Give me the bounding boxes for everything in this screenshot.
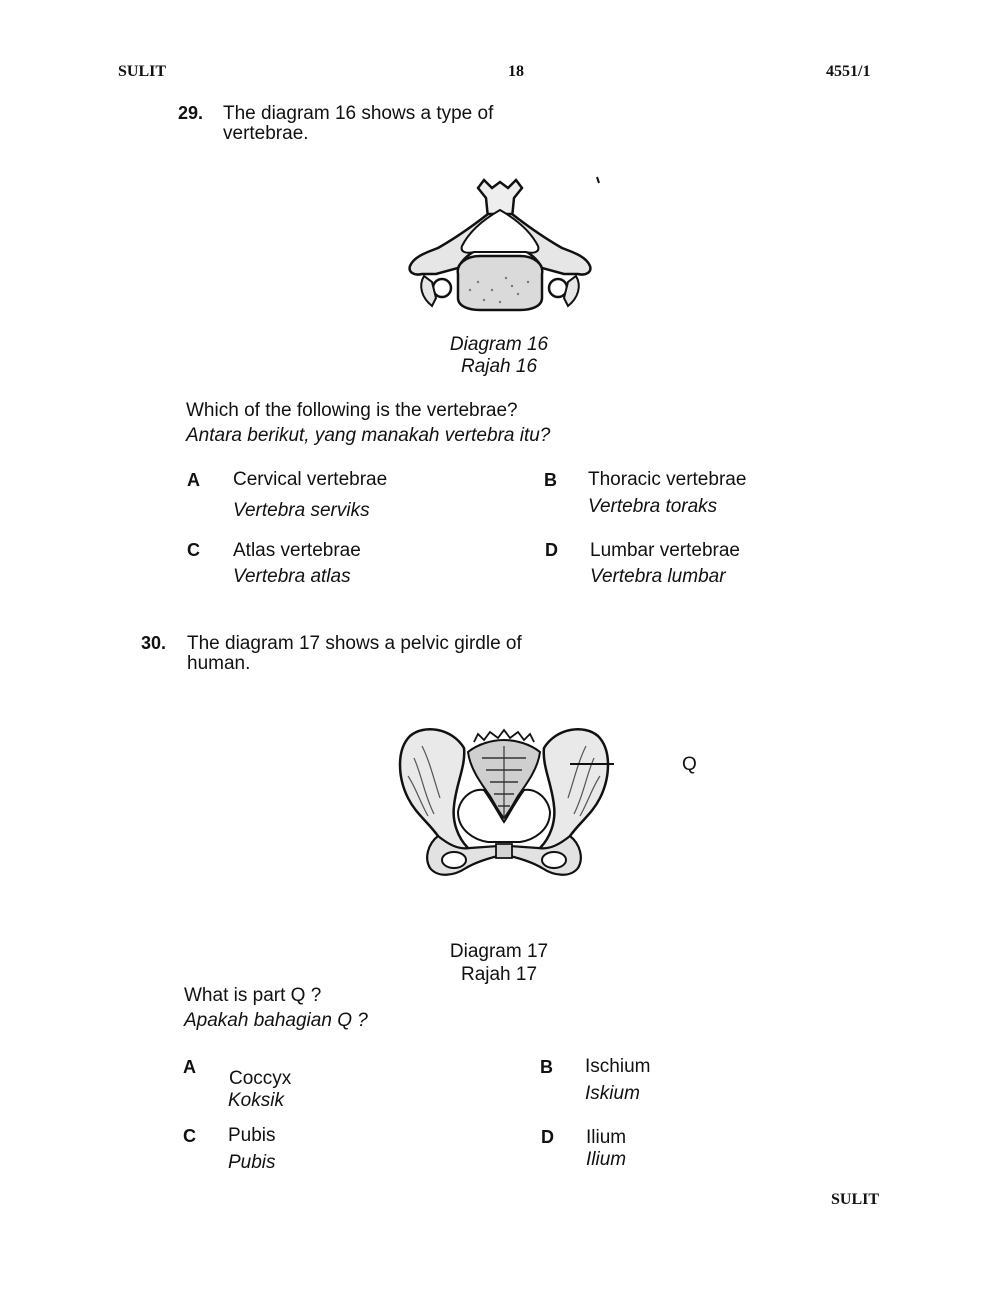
question-30-text-ms: Apakah bahagian Q ? (184, 1010, 368, 1031)
q29-option-d-letter[interactable]: D (545, 540, 558, 560)
q29-option-b-letter[interactable]: B (544, 470, 557, 490)
tubercle-left (421, 276, 436, 306)
question-30-stem-line1: The diagram 17 shows a pelvic girdle of (187, 633, 522, 654)
diagram-17-caption-ms: Rajah 17 (460, 964, 538, 985)
q30-option-b-en[interactable]: Ischium (585, 1056, 651, 1077)
left-ilium (400, 729, 468, 852)
diagram-16-caption-ms: Rajah 16 (460, 356, 538, 377)
left-obturator-foramen (442, 852, 466, 868)
paper-code: 4551/1 (826, 63, 871, 80)
question-29-text-ms: Antara berikut, yang manakah vertebra itu? (186, 425, 551, 446)
q30-option-a-ms[interactable]: Koksik (228, 1090, 284, 1111)
tubercle-right (564, 276, 579, 306)
q29-option-d-ms[interactable]: Vertebra lumbar (590, 566, 726, 587)
q30-option-d-letter[interactable]: D (541, 1127, 554, 1147)
vertebral-foramen (462, 210, 539, 253)
label-q: Q (682, 754, 697, 775)
question-30-stem-line2: human. (187, 653, 251, 674)
question-29-stem-line2: vertebrae. (223, 123, 309, 144)
q29-option-b-ms[interactable]: Vertebra toraks (588, 496, 718, 517)
vertebra-diagram (400, 170, 600, 320)
q29-option-a-en[interactable]: Cervical vertebrae (233, 469, 388, 490)
q29-option-c-en[interactable]: Atlas vertebrae (233, 540, 361, 561)
question-29-stem-line1: The diagram 16 shows a type of (223, 103, 494, 124)
q30-option-c-en[interactable]: Pubis (228, 1125, 276, 1146)
diagram-17-caption-en: Diagram 17 (449, 941, 549, 962)
q30-option-b-letter[interactable]: B (540, 1057, 553, 1077)
q29-option-c-letter[interactable]: C (187, 540, 200, 560)
right-ilium (540, 729, 608, 852)
q30-option-b-ms[interactable]: Iskium (585, 1083, 640, 1104)
page-number: 18 (508, 63, 524, 80)
q30-option-d-en[interactable]: Ilium (586, 1127, 627, 1148)
question-30-text-en: What is part Q ? (184, 985, 322, 1006)
q29-option-d-en[interactable]: Lumbar vertebrae (590, 540, 740, 561)
q29-option-b-en[interactable]: Thoracic vertebrae (588, 469, 747, 490)
question-29-number: 29. (178, 103, 204, 123)
footer-sulit: SULIT (831, 1191, 880, 1208)
q30-option-c-ms[interactable]: Pubis (228, 1152, 276, 1173)
pelvic-girdle-diagram (394, 718, 614, 888)
pubic-symphysis (496, 844, 512, 858)
q30-option-a-letter[interactable]: A (183, 1057, 196, 1077)
q30-option-a-en[interactable]: Coccyx (229, 1068, 292, 1089)
q30-option-d-ms[interactable]: Ilium (586, 1149, 627, 1170)
diagram-16-caption-en: Diagram 16 (449, 334, 549, 355)
q29-option-a-ms[interactable]: Vertebra serviks (233, 500, 370, 521)
right-obturator-foramen (542, 852, 566, 868)
header-sulit: SULIT (118, 63, 167, 80)
question-30-number: 30. (141, 633, 167, 653)
q29-option-a-letter[interactable]: A (187, 470, 200, 490)
question-29-text-en: Which of the following is the vertebrae? (186, 400, 518, 421)
q29-option-c-ms[interactable]: Vertebra atlas (233, 566, 351, 587)
q30-option-c-letter[interactable]: C (183, 1126, 196, 1146)
